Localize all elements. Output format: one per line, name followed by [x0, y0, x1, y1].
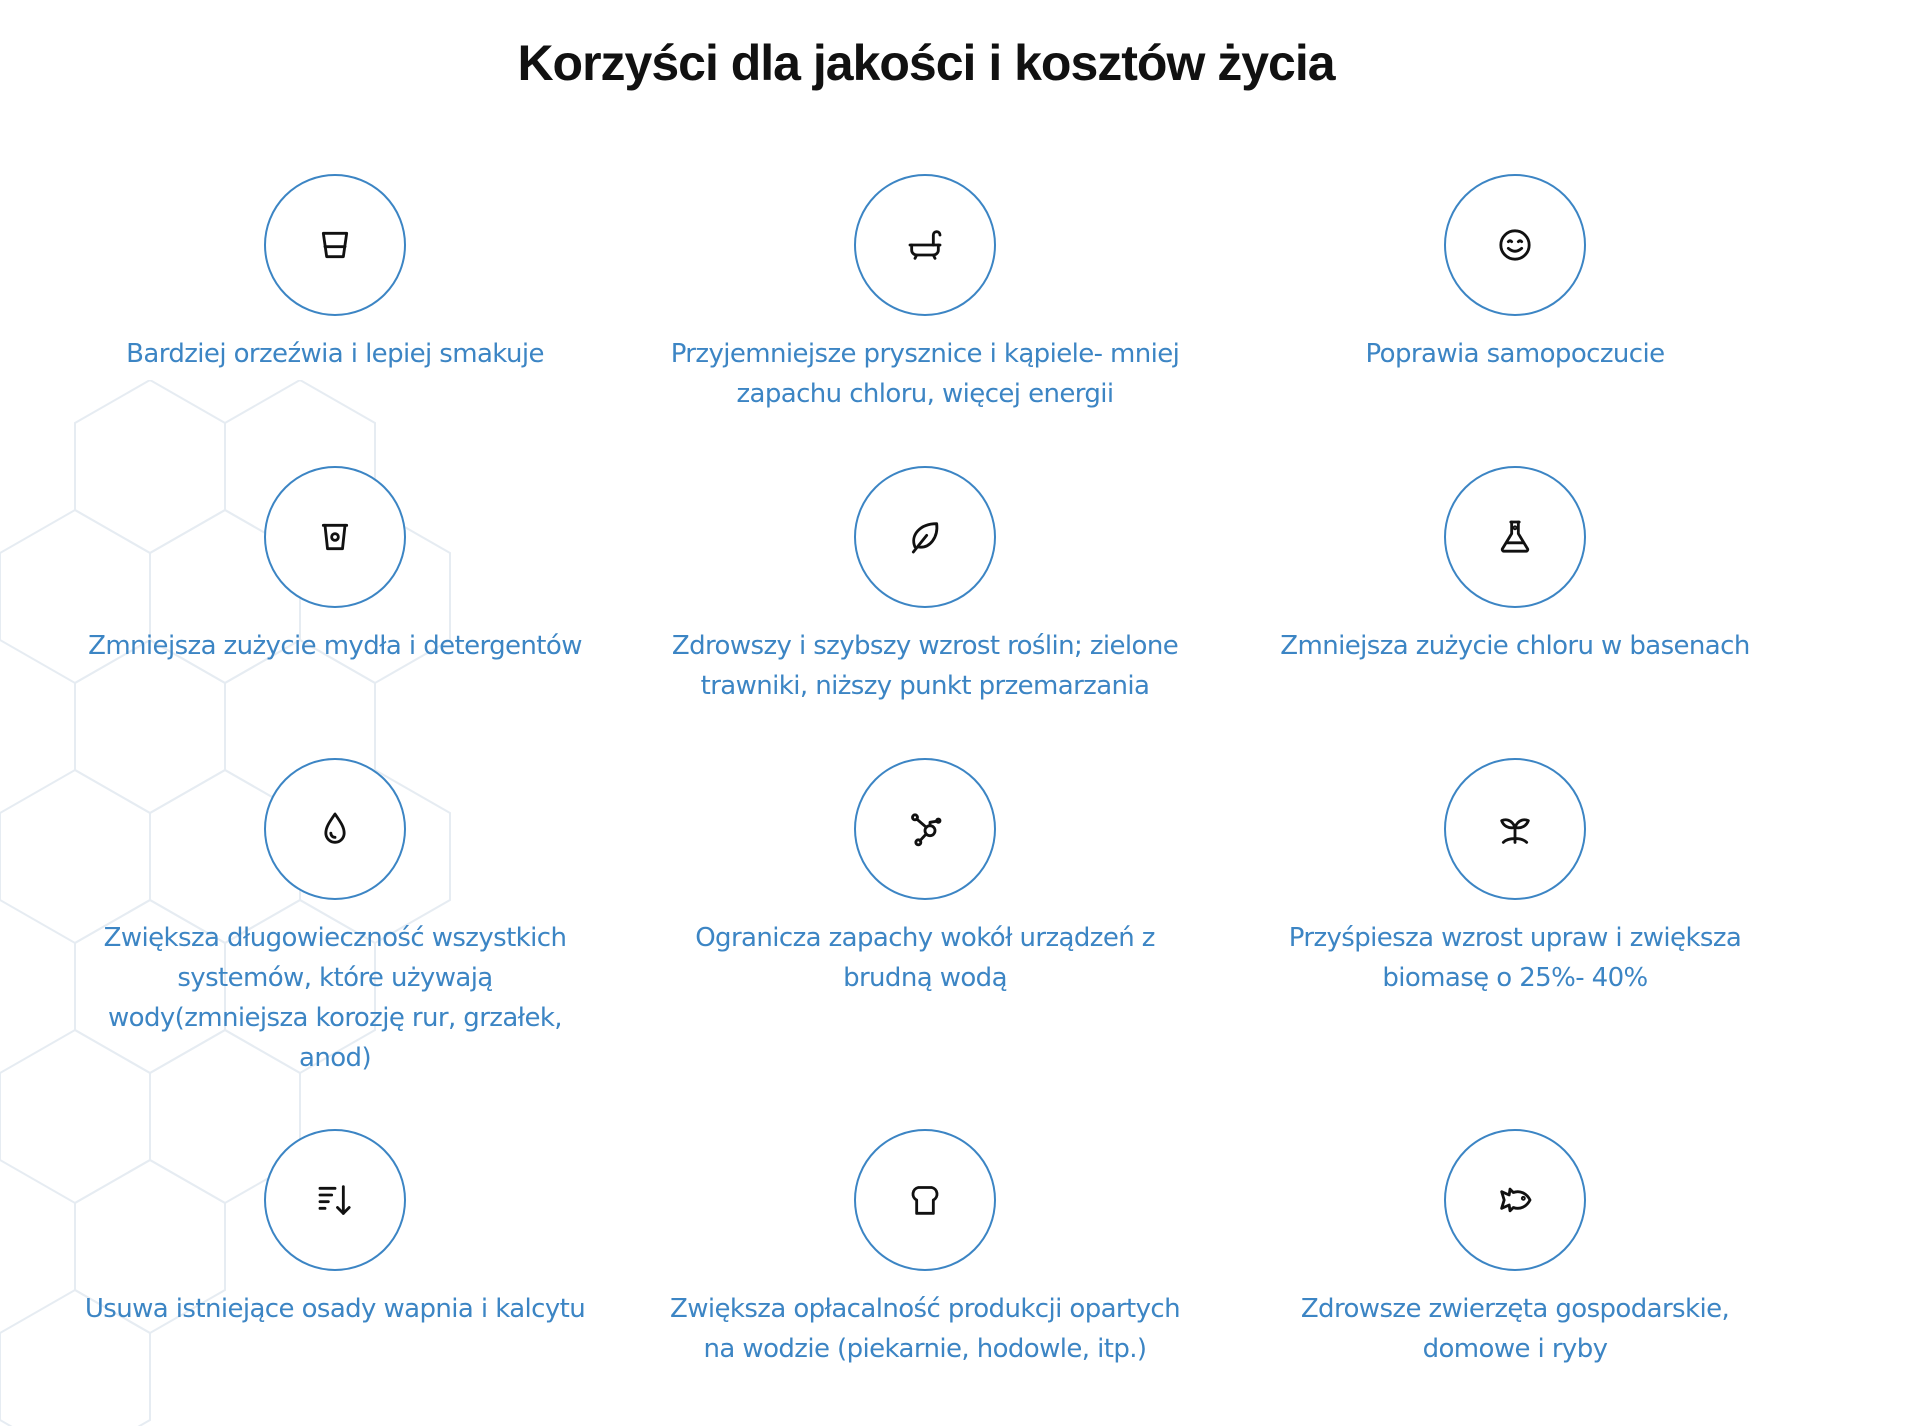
water-drop-icon [315, 809, 355, 849]
benefit-caption: Zmniejsza zużycie chloru w basenach [1280, 631, 1750, 661]
page-title: Korzyści dla jakości i kosztów życia [517, 35, 1335, 91]
icon-circle [264, 466, 406, 608]
benefit-item [1235, 174, 1795, 374]
leaf-icon [905, 517, 945, 557]
icon-circle [264, 758, 406, 900]
benefit-item [55, 1129, 615, 1329]
glass-icon [315, 225, 355, 265]
bread-icon [905, 1180, 945, 1220]
bathtub-icon [905, 225, 945, 265]
icon-circle [1444, 174, 1586, 316]
hub-nodes-icon [905, 809, 945, 849]
benefit-caption: Ogranicza zapachy wokół urządzeń z brudną wodą [695, 923, 1155, 993]
bucket-icon [315, 517, 355, 557]
benefit-item [55, 466, 615, 666]
sprout-icon [1495, 809, 1535, 849]
benefit-item [645, 1129, 1205, 1369]
fish-icon [1495, 1180, 1535, 1220]
icon-circle [854, 466, 996, 608]
benefit-item [55, 758, 615, 1078]
icon-circle [854, 758, 996, 900]
icon-circle [264, 1129, 406, 1271]
benefit-item [1235, 466, 1795, 666]
icon-circle [1444, 758, 1586, 900]
benefit-caption: Przyśpiesza wzrost upraw i zwiększa biomasę o 25%- 40% [1288, 923, 1742, 993]
benefit-item [1235, 1129, 1795, 1369]
benefit-item [645, 174, 1205, 414]
benefit-caption: Bardziej orzeźwia i lepiej smakuje [126, 339, 544, 369]
icon-circle [854, 1129, 996, 1271]
benefit-item [1235, 758, 1795, 998]
benefit-caption: Zwiększa długowieczność wszystkich systemów, które używają wody(zmniejsza korozję rur, grzałek, anod) [103, 923, 567, 1073]
smile-icon [1495, 225, 1535, 265]
icon-circle [854, 174, 996, 316]
benefit-caption: Przyjemniejsze prysznice i kąpiele- mniej zapachu chloru, więcej energii [670, 339, 1180, 409]
benefit-caption: Zdrowszy i szybszy wzrost roślin; zielone trawniki, niższy punkt przemarzania [671, 631, 1179, 701]
icon-circle [264, 174, 406, 316]
icon-circle [1444, 1129, 1586, 1271]
benefit-item [645, 758, 1205, 998]
benefit-item [55, 174, 615, 374]
benefit-caption: Zmniejsza zużycie mydła i detergentów [88, 631, 582, 661]
benefit-item [645, 466, 1205, 706]
benefit-caption: Poprawia samopoczucie [1365, 339, 1665, 369]
flask-icon [1495, 517, 1535, 557]
sort-descending-icon [315, 1180, 355, 1220]
benefit-caption: Usuwa istniejące osady wapnia i kalcytu [84, 1294, 586, 1324]
benefit-caption: Zwiększa opłacalność produkcji opartych na wodzie (piekarnie, hodowle, itp.) [670, 1294, 1180, 1364]
icon-circle [1444, 466, 1586, 608]
benefit-caption: Zdrowsze zwierzęta gospodarskie, domowe i ryby [1300, 1294, 1730, 1364]
